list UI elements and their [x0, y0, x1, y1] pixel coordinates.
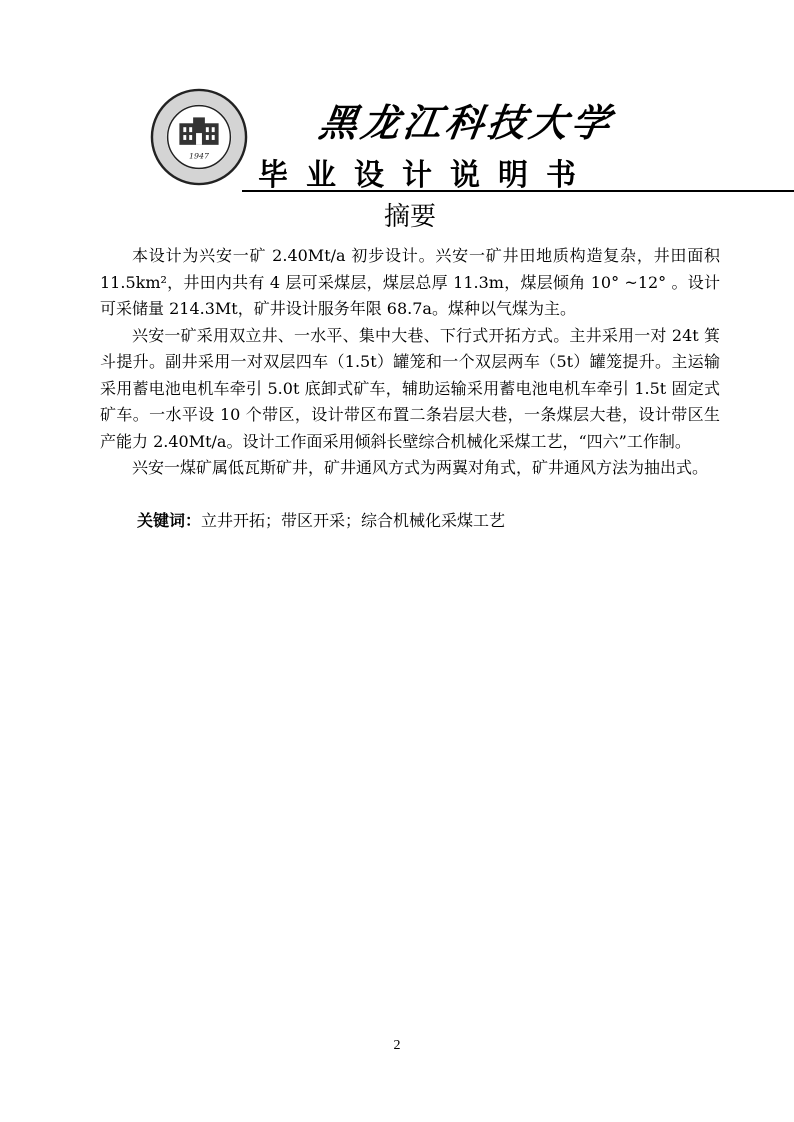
page-header [150, 88, 720, 198]
university-name: 黑龙江科技大学 [316, 100, 617, 145]
page-number: 2 [393, 1038, 401, 1053]
keywords-label: 关键词： [137, 510, 202, 530]
university-seal-logo [150, 88, 248, 186]
abstract-section [100, 196, 720, 531]
keywords-text: 立井开拓；带区开采；综合机械化采煤工艺 [201, 510, 506, 530]
logo-year: 1947 [189, 151, 209, 161]
abstract-paragraph: 兴安一矿采用双立井、一水平、集中大巷、下行式开拓方式。主井采用一对 24t 箕斗提升。副井采用一对双层四车（1.5t）罐笼和一个双层两车（5t）罐笼提升。主运输采用蓄电池电机车牵引 5.0t 底卸式矿车，辅助运输采用蓄电池电机车牵引 1.5t 固定式矿车。一水平设 10 个带区，设计带区布置二条岩层大巷，一条煤层大巷，设计带区生产能力 2.40Mt/a。设计工作面采用倾斜长壁综合机械化采煤工艺，“四六”工作制。 [100, 325, 720, 451]
keywords-line [100, 508, 720, 531]
document-title: 毕业设计说明书 [258, 158, 594, 193]
abstract-paragraph: 兴安一煤矿属低瓦斯矿井，矿井通风方式为两翼对角式，矿井通风方法为抽出式。 [132, 458, 709, 477]
abstract-paragraph: 本设计为兴安一矿 2.40Mt/a 初步设计。兴安一矿井田地质构造复杂，井田面积 11.5km²，井田内共有 4 层可采煤层，煤层总厚 11.3m，煤层倾角 10° ~12° 。设计可采储量 214.3Mt，矿井设计服务年限 68.7a。煤种以气煤为主。 [100, 246, 720, 318]
header-rule [242, 190, 794, 192]
abstract-title: 摘要 [383, 202, 436, 232]
